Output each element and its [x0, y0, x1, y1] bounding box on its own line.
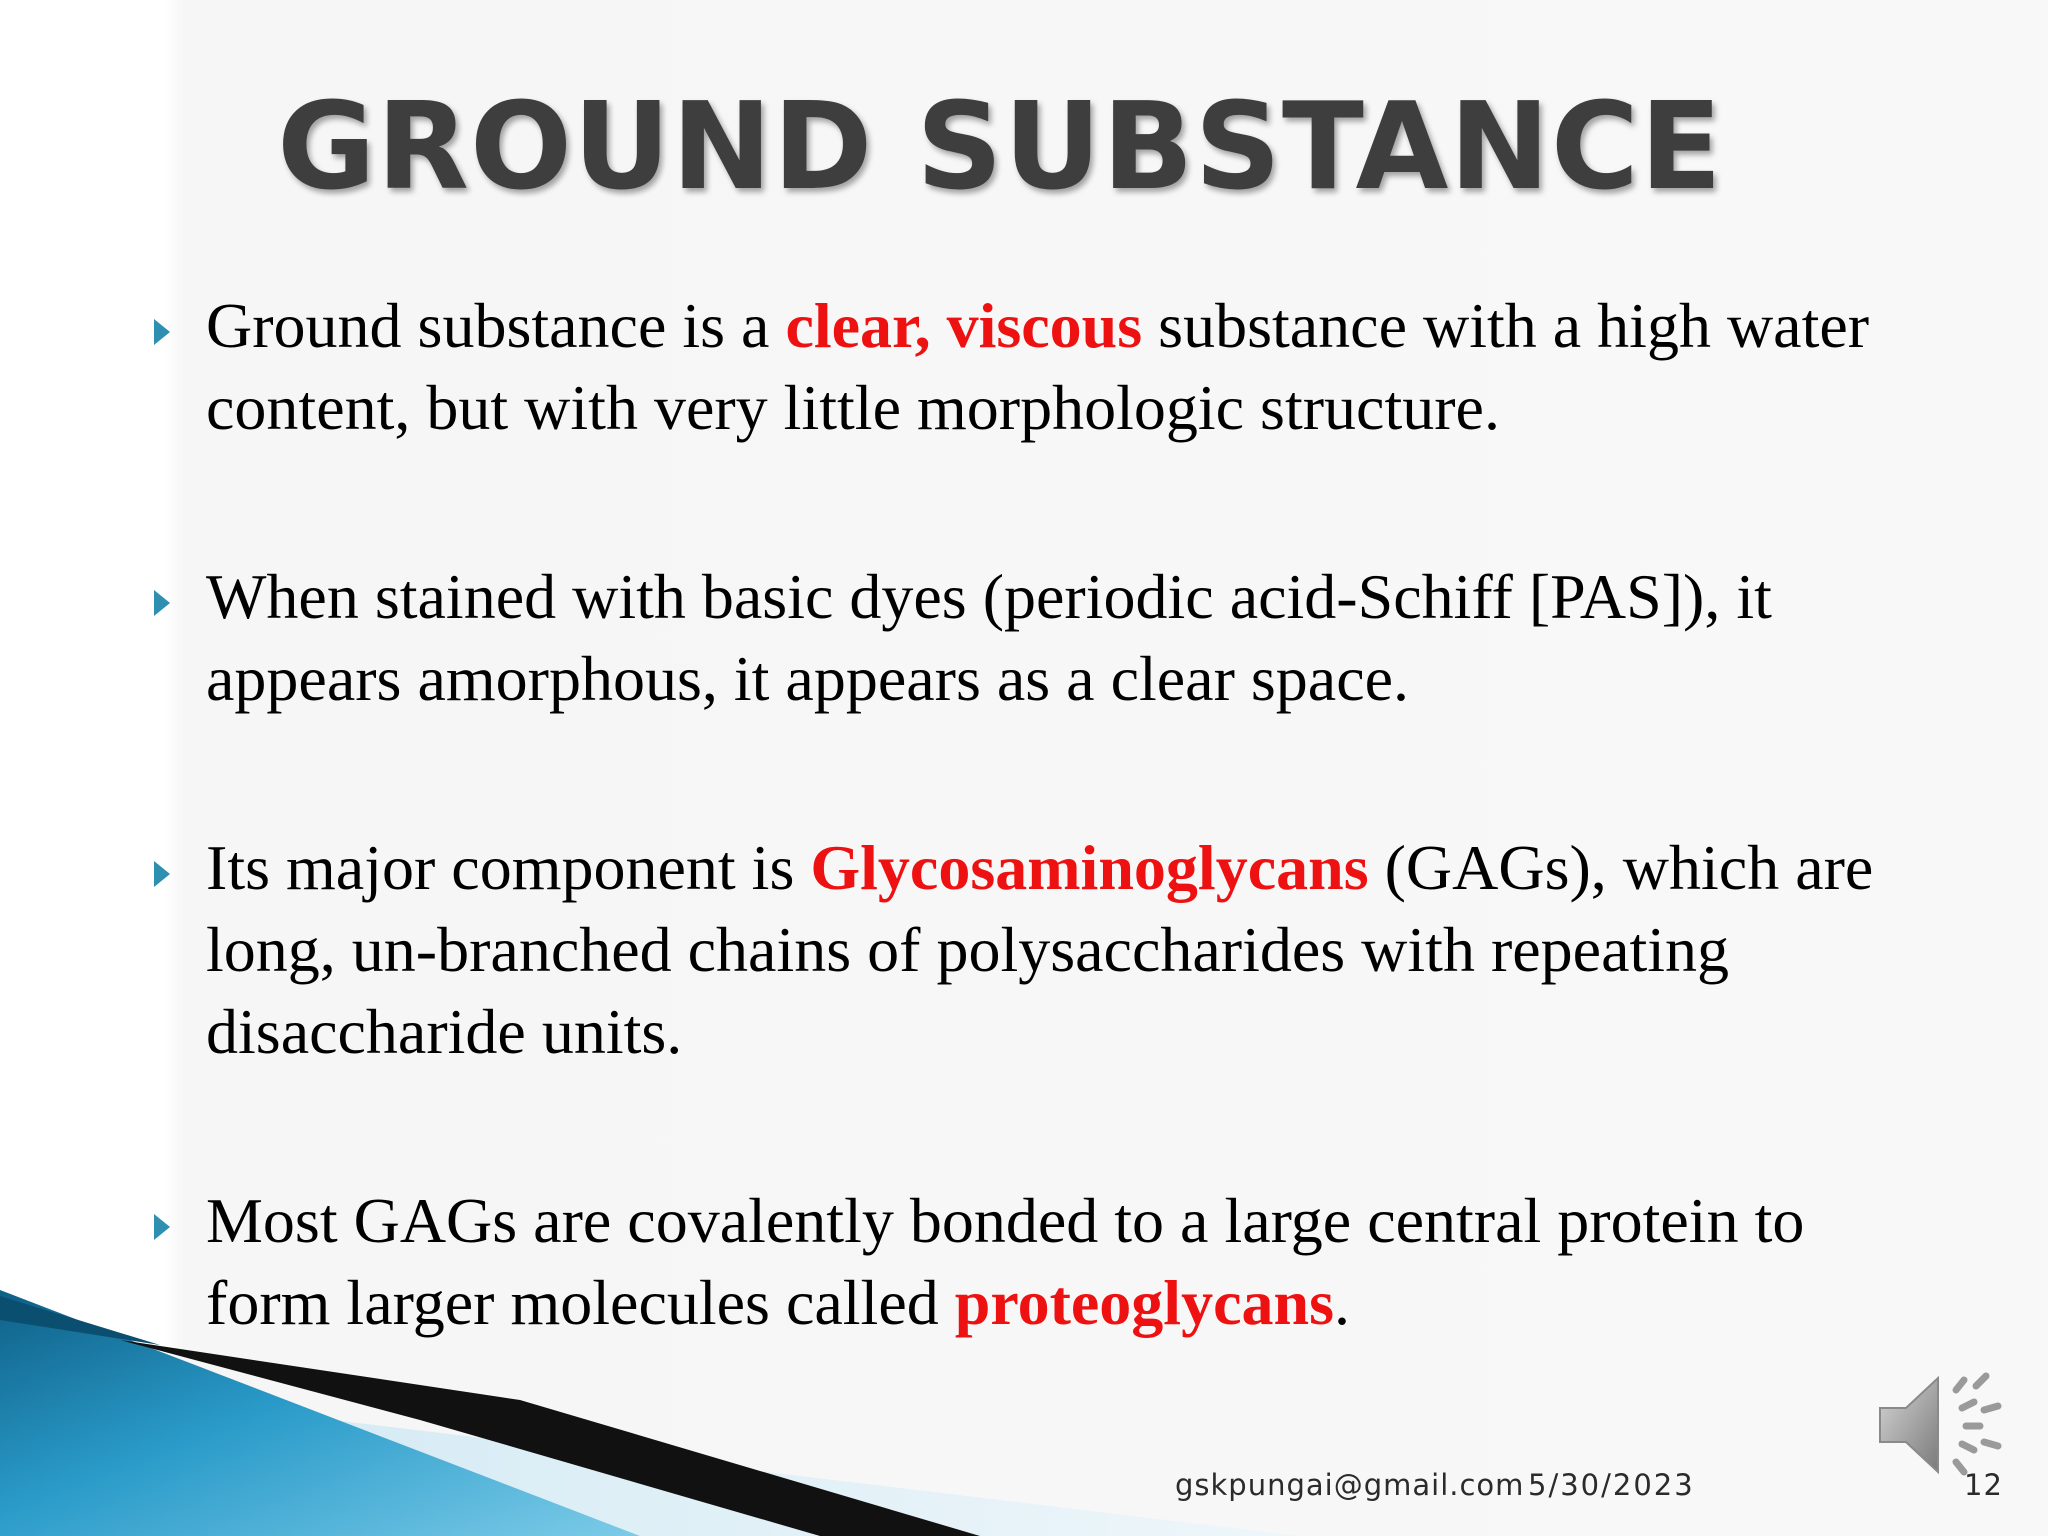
speaker-icon[interactable] [1876, 1370, 2006, 1480]
bullet-text-end: (GAGs), which are long, un-branched chains of polysaccharides with repeating disaccharide units. [206, 832, 1874, 1067]
bullet-text: Most GAGs are covalently bonded to a large central protein to form larger molecules called [206, 1185, 1805, 1338]
bullet-item [140, 827, 1940, 1073]
footer-email: gskpungai@gmail.com [1175, 1468, 1525, 1502]
triangle-right-icon [154, 319, 170, 345]
footer-date: 5/30/2023 [1528, 1468, 1695, 1502]
triangle-right-icon [154, 1214, 170, 1240]
bullet-item [140, 285, 1940, 449]
triangle-right-icon [154, 861, 170, 887]
slide-title: GROUND SUBSTANCE [277, 78, 1723, 217]
bullet-text: Its major component is [206, 832, 811, 903]
bullet-highlight: proteoglycans [954, 1267, 1334, 1338]
bullet-item [140, 556, 1940, 720]
footer-page-number: 12 [1964, 1468, 2003, 1502]
bullet-item [140, 1180, 1940, 1344]
triangle-right-icon [154, 590, 170, 616]
bullet-text-end: . [1333, 1267, 1350, 1338]
bullet-highlight: Glycosaminoglycans [810, 832, 1369, 903]
bullet-text-end: substance with a high water content, but with very little morphologic structure. [206, 290, 1870, 443]
bullet-text: When stained with basic dyes (periodic acid-Schiff [PAS]), it appears amorphous, it appears as a clear space. [206, 561, 1772, 714]
bullet-highlight: clear, viscous [785, 290, 1143, 361]
bullet-list [140, 285, 1940, 1344]
bullet-text: Ground substance is a [206, 290, 786, 361]
